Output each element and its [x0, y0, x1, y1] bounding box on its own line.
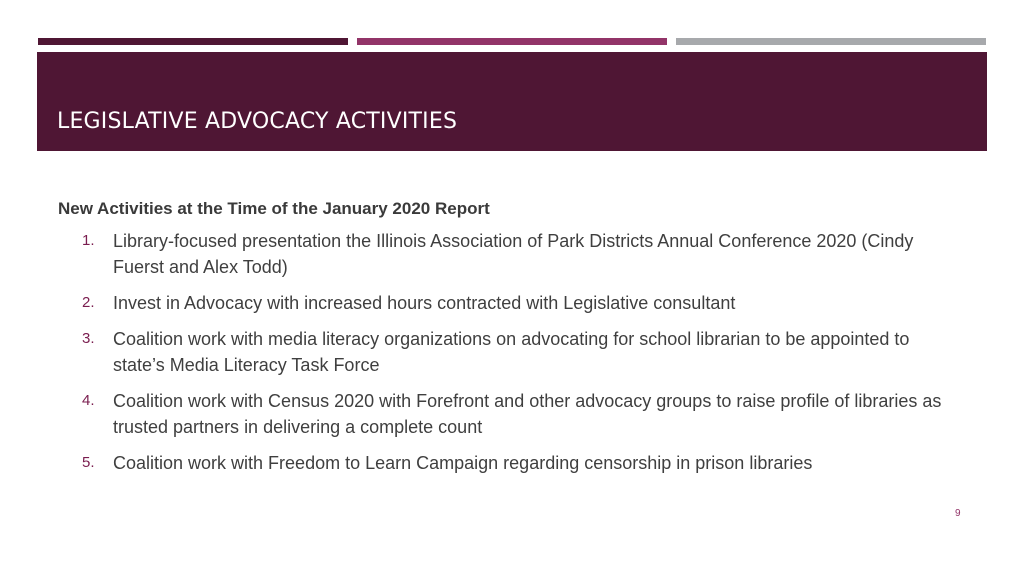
list-item-text: Invest in Advocacy with increased hours contracted with Legislative consultant	[113, 293, 736, 313]
decorative-stripe-dark	[38, 38, 348, 45]
decorative-stripe-gray	[676, 38, 986, 45]
decorative-stripe-plum	[357, 38, 667, 45]
list-item-text: Coalition work with Census 2020 with Forefront and other advocacy groups to raise profile of libraries as trusted partners in delivering a complete count	[113, 391, 942, 437]
list-item	[58, 290, 958, 316]
slide-title: LEGISLATIVE ADVOCACY ACTIVITIES	[57, 109, 458, 134]
list-item-number: 5.	[82, 454, 95, 471]
slide-subheading: New Activities at the Time of the January 2020 Report	[58, 199, 490, 218]
slide-content	[58, 198, 958, 486]
list-item	[58, 326, 958, 378]
list-item-number: 2.	[82, 294, 95, 311]
list-item	[58, 450, 958, 476]
title-bar	[37, 52, 987, 151]
list-item-number: 1.	[82, 232, 95, 249]
list-item-text: Coalition work with media literacy organizations on advocating for school librarian to be appointed to state’s Media Literacy Task Force	[113, 329, 910, 375]
list-item-text: Coalition work with Freedom to Learn Campaign regarding censorship in prison libraries	[113, 453, 813, 473]
list-item	[58, 388, 958, 440]
activities-list	[58, 228, 958, 476]
list-item-number: 4.	[82, 392, 95, 409]
page-number: 9	[955, 508, 961, 519]
list-item-number: 3.	[82, 330, 95, 347]
list-item-text: Library-focused presentation the Illinois Association of Park Districts Annual Conference 2020 (Cindy Fuerst and Alex Todd)	[113, 231, 914, 277]
list-item	[58, 228, 958, 280]
